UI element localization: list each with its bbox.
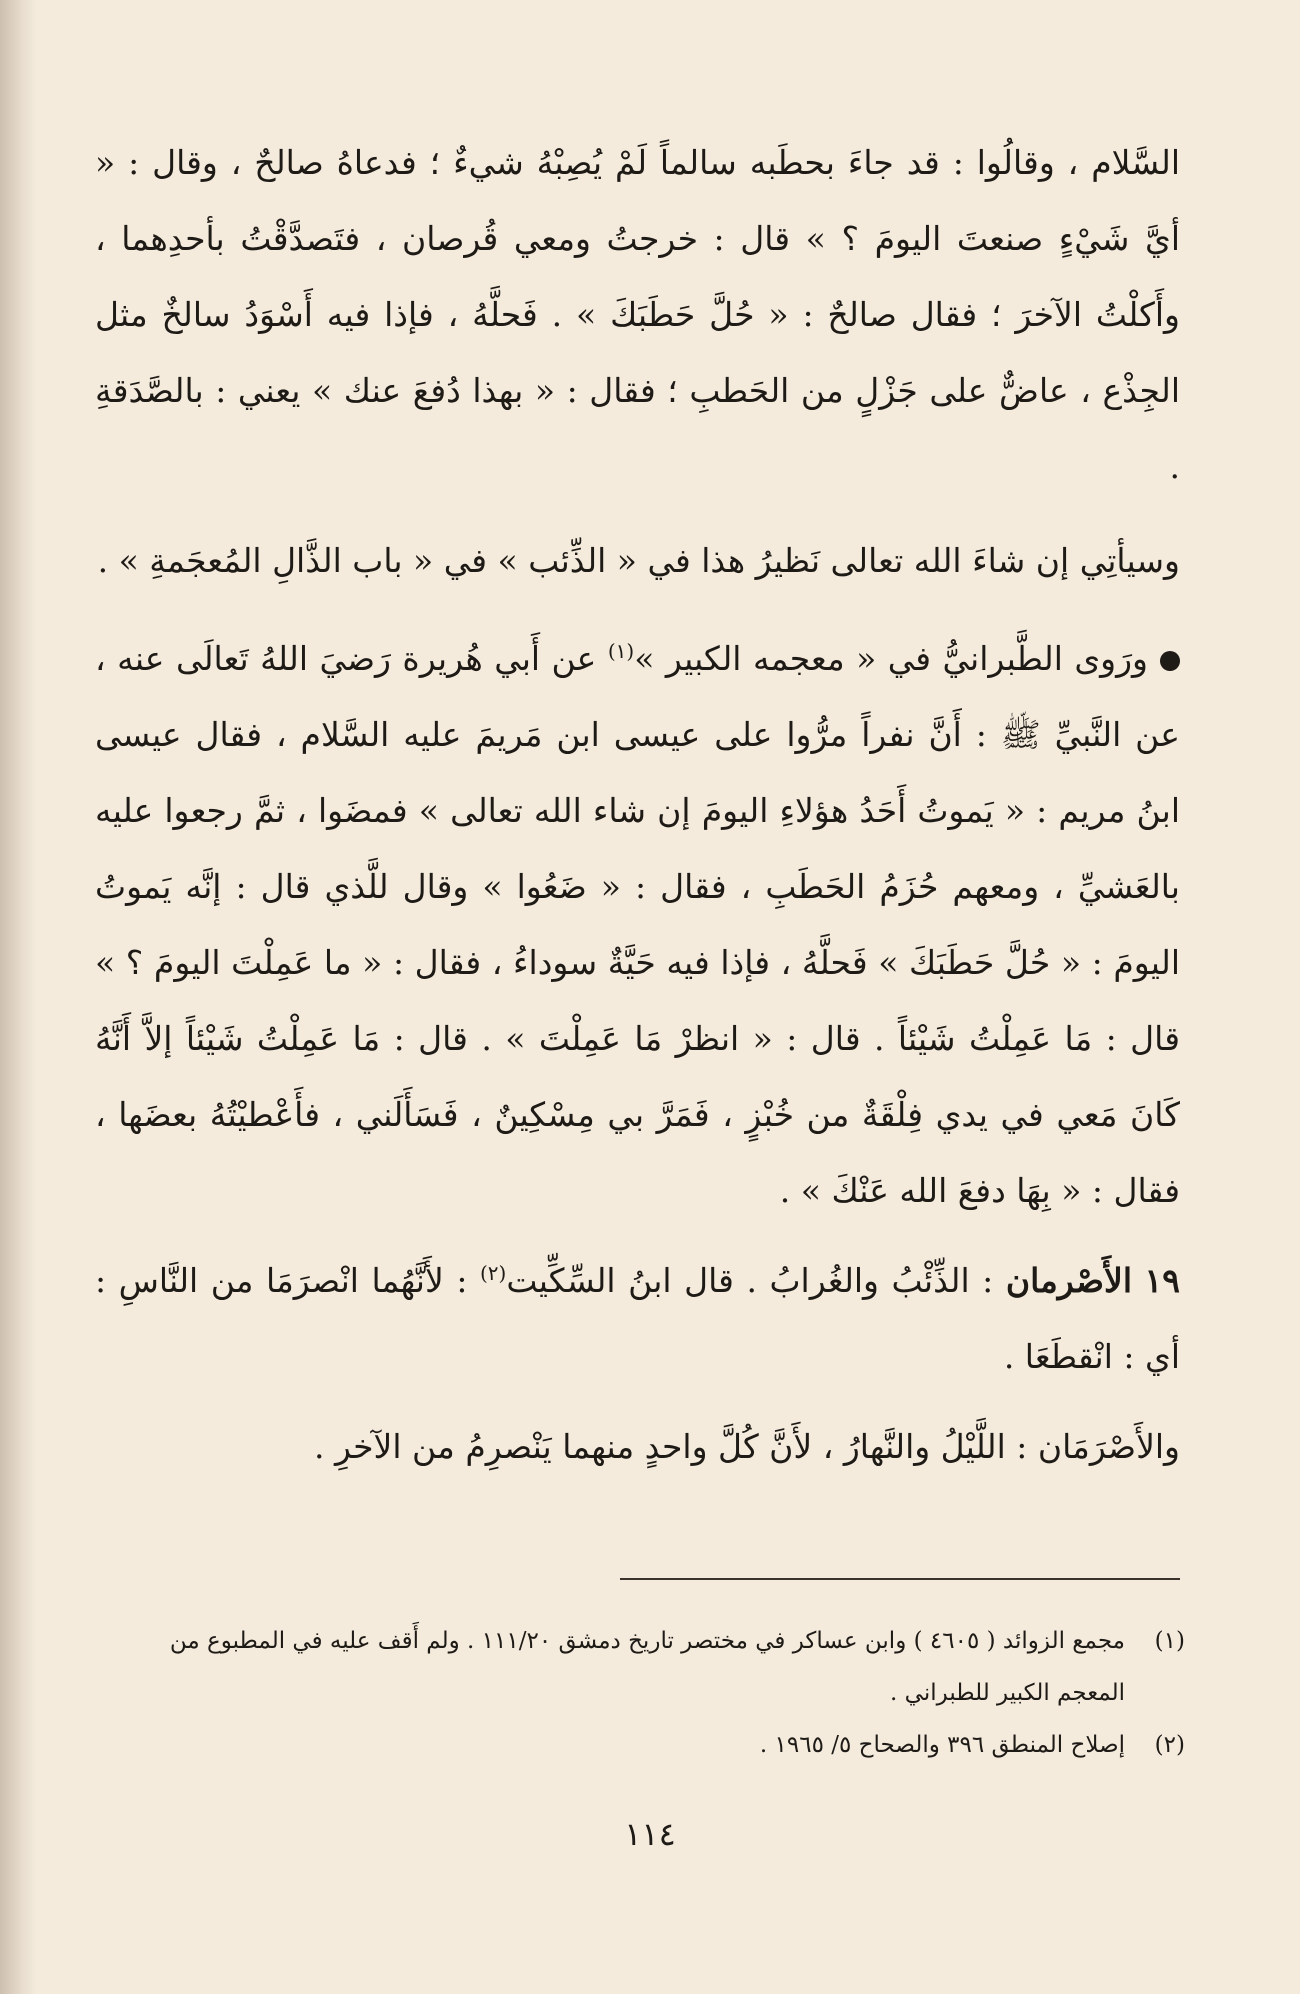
page-body	[95, 125, 1180, 1485]
footnote-2	[95, 1719, 1185, 1771]
footnote-divider	[620, 1578, 1180, 1580]
entry-alasraman	[95, 1243, 1180, 1395]
footnote-1	[95, 1615, 1185, 1719]
entry-headword: الأَصْرمان	[1005, 1261, 1133, 1300]
footnote-ref-2[interactable]: (٢)	[479, 1261, 507, 1285]
footnote-ref-1[interactable]: (١)	[607, 639, 635, 663]
footnote-text: مجمع الزوائد ( ٤٦٠٥ ) وابن عساكر في مختصر تاريخ دمشق ١١١/٢٠ . ولم أَقف عليه في المطبوع من المعجم الكبير للطبراني .	[169, 1628, 1125, 1706]
paragraph-cross-reference: وسيأتِي إن شاءَ الله تعالى نَظيرُ هذا في « الذِّئب » في « باب الذَّالِ المُعجَمةِ » .	[97, 541, 1180, 580]
page-binding-shadow	[0, 0, 36, 1994]
paragraph-saleh-story: السَّلام ، وقالُوا : قد جاءَ بحطَبه سالماً لَمْ يُصِبْهُ شيءٌ ؛ فدعاهُ صالحٌ ، وقال : « أيَّ شَيْءٍ صنعتَ اليومَ ؟ » قال : خرجتُ ومعي قُرصان ، فتَصدَّقْتُ بأحدِهما ، وأَكلْتُ الآخرَ ؛ فقال صالحٌ : « حُلَّ حَطَبَكَ » . فَحلَّهُ ، فإذا فيه أَسْوَدُ سالخٌ مثل الجِذْع ، عاضٌّ على جَزْلٍ من الحَطبِ ؛ فقال : « بهذا دُفعَ عنك » يعني : بالصَّدَقةِ .	[95, 143, 1180, 486]
tabarani-body: عن أَبي هُريرة رَضيَ اللهُ تَعالَى عنه ، عن النَّبيِّ ﷺ : أَنَّ نفراً مرُّوا على عيسى ابن مَريمَ عليه السَّلام ، فقال عيسى ابنُ مريم : « يَموتُ أَحَدُ هؤلاءِ اليومَ إن شاء الله تعالى » فمضَوا ، ثمَّ رجعوا عليه بالعَشيِّ ، ومعهم حُزَمُ الحَطَبِ ، فقال : « ضَعُوا » وقال للَّذي قال : إنَّه يَموتُ اليومَ : « حُلَّ حَطَبَكَ » فَحلَّهُ ، فإذا فيه حَيَّةٌ سوداءُ ، فقال : « ما عَمِلْتَ اليومَ ؟ » قال : مَا عَمِلْتُ شَيْئاً . قال : « انظرْ مَا عَمِلْتَ » . قال : مَا عَمِلْتُ شَيْئاً إلاَّ أَنَّهُ كَانَ مَعي في يدي فِلْقَةٌ من خُبْزٍ ، فَمَرَّ بي مِسْكِينٌ ، فَسَأَلَني ، فأَعْطيْتُهُ بعضَها ، فقال : « بِهَا دفعَ الله عَنْكَ » .	[95, 639, 1180, 1210]
footnotes	[95, 1615, 1185, 1771]
paragraph-night-day: والأَصْرَمَان : اللَّيْلُ والنَّهارُ ، لأَنَّ كُلَّ واحدٍ منهما يَنْصرِمُ من الآخرِ .	[313, 1427, 1180, 1466]
entry-number: ١٩	[1144, 1261, 1180, 1300]
page-number: ١١٤	[624, 1815, 676, 1853]
entry-definition: : الذِّئْبُ والغُرابُ . قال ابنُ السِّكِّيت	[506, 1261, 1006, 1300]
tabarani-intro: ورَوى الطَّبرانيُّ في « معجمه الكبير »	[634, 639, 1148, 678]
bullet-icon	[1160, 651, 1180, 671]
entry-definition-cont: : لأَنَّهُما انْصرَمَا من النَّاسِ : أي : انْقطَعَا .	[95, 1261, 1180, 1376]
footnote-number: (٢)	[1154, 1732, 1185, 1758]
paragraph-tabarani-hadith	[95, 621, 1180, 1229]
footnote-text: إصلاح المنطق ٣٩٦ والصحاح ٥/ ١٩٦٥ .	[759, 1732, 1125, 1758]
footnote-number: (١)	[1154, 1628, 1185, 1654]
